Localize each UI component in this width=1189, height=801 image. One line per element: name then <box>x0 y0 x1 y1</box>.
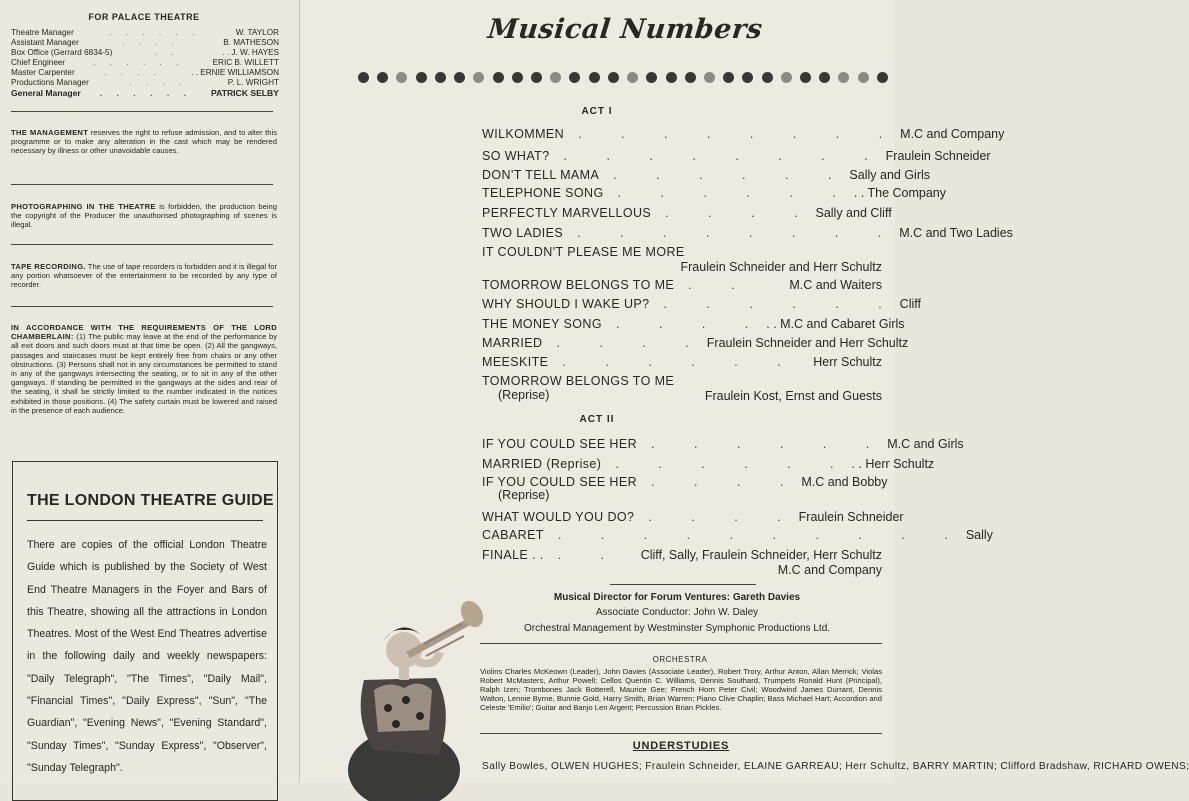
staff-dots: . . <box>154 48 180 57</box>
leader-dots: . . . . . . . . . . <box>557 528 966 542</box>
decorative-dot <box>742 72 753 83</box>
divider <box>610 584 756 585</box>
song-title: TOMORROW BELONGS TO ME <box>482 374 675 388</box>
song-row <box>482 127 1005 141</box>
song-title: IT COULDN'T PLEASE ME MORE <box>482 245 685 259</box>
decorative-dot <box>416 72 427 83</box>
decorative-dot <box>838 72 849 83</box>
song-performer: Fraulein Schneider <box>885 149 991 163</box>
staff-role: Theatre Manager <box>11 28 74 37</box>
song-row <box>482 297 921 311</box>
song-performer: Fraulein Kost, Ernst and Guests <box>704 389 882 403</box>
staff-dots: . . . . . . <box>93 58 185 67</box>
notice-lc-text: (1) The public may leave at the end of the performance by all exit doors and such doors must at that time be open. (2) All the gangways, passages and staircases must be kept entirely free from chairs or any other obstructions. (3) Persons shall not in any circumstances be permitted to stand in any of the gangways intersecting the seating, or to sit in any of the other gangways. If standing be permitted in the gangways at the sides and rear of the seating, it shall be strictly limited to the number indicated in the notices exhibited in those positions. (4) The safety curtain must be lowered and raised in the presence of each audience. <box>11 332 277 415</box>
decorative-dot <box>435 72 446 83</box>
divider <box>480 733 882 734</box>
staff-row <box>11 88 279 98</box>
staff-row <box>11 48 279 58</box>
leader-dots: . . . . . . . . <box>563 149 886 163</box>
song-title: TOMORROW BELONGS TO ME <box>482 278 675 292</box>
leader-dots: . . . . . . <box>615 457 852 471</box>
notice-management-lead: THE MANAGEMENT <box>11 128 89 137</box>
song-title: FINALE . . <box>482 548 544 562</box>
staff-role: Assistant Manager <box>11 38 79 47</box>
staff-role: Chief Engineer <box>11 58 66 67</box>
decorative-dot <box>608 72 619 83</box>
decorative-dot <box>569 72 580 83</box>
staff-name: B. MATHESON <box>223 38 279 47</box>
decorative-dot <box>666 72 677 83</box>
divider <box>480 643 882 644</box>
staff-dots: . . . . <box>103 68 162 77</box>
decorative-dot <box>454 72 465 83</box>
decorative-dot <box>589 72 600 83</box>
song-row <box>482 226 1013 240</box>
song-row <box>482 186 946 200</box>
decorative-dot <box>704 72 715 83</box>
song-performer: Sally and Girls <box>849 168 931 182</box>
leader-dots: . . . . <box>665 206 816 220</box>
song-performer: . . M.C and Cabaret Girls <box>766 317 905 331</box>
leader-dots: . . . . . . <box>651 437 888 451</box>
staff-name: W. TAYLOR <box>235 28 279 37</box>
song-title: SO WHAT? <box>482 149 550 163</box>
song-title: MARRIED <box>482 336 543 350</box>
divider <box>11 244 273 245</box>
staff-name: PATRICK SELBY <box>211 88 279 98</box>
staff-row <box>11 68 279 78</box>
song-performer: . . Herr Schultz <box>851 457 935 471</box>
staff-dots: . . . . <box>129 78 188 87</box>
leader-dots: . . . . <box>651 475 802 489</box>
song-title: TWO LADIES <box>482 226 564 240</box>
notice-photo-lead: PHOTOGRAPHING IN THE THEATRE <box>11 202 156 211</box>
staff-dots: . . . . . . <box>99 88 193 98</box>
song-performer: Fraulein Schneider <box>798 510 904 524</box>
leader-dots: . . . . . . <box>617 186 854 200</box>
act-two-heading: ACT II <box>579 414 615 425</box>
decorative-dot <box>358 72 369 83</box>
song-row <box>482 475 888 489</box>
guide-text: There are copies of the official London Theatre Guide which is published by the Society of West End Theatre Managers in the Foyer and Bars of this Theatre, showing all the attractions in London Theatres. Most of the West End Theatres advertise in the following daily and weekly newspapers: "Daily Telegraph", "The Times", "Daily Mail", "Financial Times", "Daily Express", "Sun", "The Guardian", "Evening News", "Evening Standard", "Sunday Times", "Sunday Express", "Observer", "Sunday Telegraph". <box>27 539 267 774</box>
divider <box>11 111 273 112</box>
notice-photography <box>11 202 277 230</box>
song-row <box>482 437 964 451</box>
emcee-trombone-illustration <box>344 560 484 782</box>
decorative-dot <box>550 72 561 83</box>
staff-row <box>11 38 279 48</box>
leader-dots: . . . . <box>615 317 767 331</box>
song-row <box>482 278 882 292</box>
song-row <box>482 317 905 331</box>
decorative-dot <box>685 72 696 83</box>
song-row <box>482 374 882 388</box>
song-row <box>482 510 904 524</box>
song-performer: Fraulein Schneider and Herr Schultz <box>680 260 882 274</box>
decorative-dot <box>473 72 484 83</box>
song-title: MARRIED (Reprise) <box>482 457 602 471</box>
decorative-dot <box>723 72 734 83</box>
london-theatre-guide-box <box>12 461 278 801</box>
song-row <box>482 548 882 562</box>
staff-name: . . J. W. HAYES <box>222 48 279 57</box>
staff-name: ERIC B. WILLETT <box>212 58 279 67</box>
notice-management <box>11 128 277 156</box>
decorative-dot <box>646 72 657 83</box>
song-title: THE MONEY SONG <box>482 317 602 331</box>
leader-dots: . . . . . . <box>663 297 900 311</box>
song-performer: Cliff <box>899 297 921 311</box>
song-title: IF YOU COULD SEE HER <box>482 475 638 489</box>
staff-role: General Manager <box>11 88 81 98</box>
leader-dots: . . <box>557 548 623 562</box>
song-row <box>482 528 993 542</box>
song-row <box>482 355 882 369</box>
leader-dots: . . . . . . <box>562 355 799 369</box>
orchestra-list: Violins Charles McKeown (Leader), John Davies (Associate Leader), Robert Trory, Arthur Anton, Allan Merrick; Violas Robert McMasters, Arthur Powell; Cellos Quentin C. Williams, Dennis Southard, Trumpets Ronald Hunt (Principal), Ralph Izen; Trombones Jack Botterell, Maurice Gee; French Horn Peter Civil; Woodwind James Durrant, Dennis Walton, Lennie Byrne, Bunnie Gold, Harry Smith, Brian Warren; Piano Clive Chaplin; Bass Michael Hart; Accordion and Celeste 'Emilio'; Guitar and Banjo Len Argent; Percussion Brian Pickles. <box>480 667 882 713</box>
song-performer: Sally <box>965 528 993 542</box>
staff-row <box>11 58 279 68</box>
staff-name: P. L. WRIGHT <box>227 78 279 87</box>
guide-title: THE LONDON THEATRE GUIDE <box>27 492 274 509</box>
decorative-dot <box>493 72 504 83</box>
song-performer: . . The Company <box>853 186 946 200</box>
staff-dots: . . . . . . <box>109 28 201 37</box>
associate-conductor: Associate Conductor: John W. Daley <box>595 607 759 618</box>
song-performer: M.C and Waiters <box>789 278 882 292</box>
song-performer: M.C and Two Ladies <box>899 226 1013 240</box>
song-title: IF YOU COULD SEE HER <box>482 437 638 451</box>
notice-tape-lead: TAPE RECORDING. <box>11 262 86 271</box>
understudies-text: Sally Bowles, OLWEN HUGHES; Fraulein Schneider, ELAINE GARREAU; Herr Schultz, BARRY MARTIN; Clifford Bradshaw, RICHARD OWENS; <box>482 761 1189 772</box>
leader-dots: . . <box>688 278 753 292</box>
staff-role: Master Carpenter <box>11 68 75 77</box>
song-title: WHAT WOULD YOU DO? <box>482 510 635 524</box>
orchestra-heading: ORCHESTRA <box>652 655 708 664</box>
right-page <box>300 0 1189 782</box>
decorative-dot <box>396 72 407 83</box>
song-row <box>482 336 909 350</box>
left-page <box>0 0 300 782</box>
notice-lc-lead: IN ACCORDANCE WITH THE REQUIREMENTS OF THE LORD CHAMBERLAIN: <box>11 323 277 342</box>
song-title: WHY SHOULD I WAKE UP? <box>482 297 650 311</box>
leader-dots: . . . . . . . . <box>577 226 900 240</box>
guide-divider <box>27 520 263 521</box>
song-performer: M.C and Bobby <box>801 475 888 489</box>
staff-title: FOR PALACE THEATRE <box>88 12 200 22</box>
decorative-dot <box>377 72 388 83</box>
reprise-label: (Reprise) <box>498 388 550 402</box>
song-row <box>482 457 935 471</box>
decorative-dot <box>858 72 869 83</box>
song-title: WILKOMMEN <box>482 127 565 141</box>
song-title: MEESKITE <box>482 355 549 369</box>
song-row <box>482 245 882 259</box>
divider <box>11 184 273 185</box>
notice-management-text: reserves the right to refuse admission, and to alter this programme or to make any alteration in the cast which may be rendered necessary by illness or other unavoidable causes. <box>11 128 277 156</box>
decorative-dot <box>531 72 542 83</box>
staff-row <box>11 78 279 88</box>
staff-name: . . ERNIE WILLIAMSON <box>191 68 279 77</box>
song-performer: Cliff, Sally, Fraulein Schneider, Herr Schultz <box>640 548 882 562</box>
song-title: CABARET <box>482 528 544 542</box>
notice-tape-recording <box>11 262 277 290</box>
orchestral-management: Orchestral Management by Westminster Symphonic Productions Ltd. <box>523 623 831 634</box>
song-row <box>482 206 892 220</box>
song-performer: Fraulein Schneider and Herr Schultz <box>706 336 909 350</box>
leader-dots: . . . . . . <box>613 168 850 182</box>
decorative-dot <box>762 72 773 83</box>
act-one-heading: ACT I <box>581 106 613 117</box>
decorative-dot <box>819 72 830 83</box>
decorative-dot <box>877 72 888 83</box>
leader-dots: . . . . <box>648 510 799 524</box>
decorative-dot <box>627 72 638 83</box>
notice-tape-text: The use of tape recorders is forbidden and it is illegal for any portion whatsoever of the entertainment to be recorded by any type of recorder. <box>11 262 277 290</box>
decorative-dot <box>781 72 792 83</box>
staff-role: Productions Manager <box>11 78 89 87</box>
leader-dots: . . . . . . . . <box>578 127 901 141</box>
staff-dots: . . . . <box>122 38 180 47</box>
leader-dots: . . . . <box>556 336 707 350</box>
divider <box>11 306 273 307</box>
song-performer: M.C and Company <box>900 127 1005 141</box>
song-performer: Herr Schultz <box>813 355 882 369</box>
song-title: PERFECTLY MARVELLOUS <box>482 206 652 220</box>
dot-strip <box>358 72 888 84</box>
notice-photo-text: is forbidden, the production being the copyright of the Producer the unauthorised photographing of scenes is illegal. <box>11 202 277 230</box>
song-performer: M.C and Girls <box>887 437 964 451</box>
reprise-label: (Reprise) <box>498 488 550 502</box>
decorative-dot <box>512 72 523 83</box>
musical-director: Musical Director for Forum Ventures: Gareth Davies <box>553 592 801 603</box>
staff-list <box>11 28 279 98</box>
decorative-dot <box>800 72 811 83</box>
song-performer: M.C and Company <box>777 563 882 577</box>
song-row <box>482 149 991 163</box>
song-row <box>482 168 931 182</box>
song-title: TELEPHONE SONG <box>482 186 604 200</box>
understudies-heading: UNDERSTUDIES <box>632 740 730 752</box>
song-title: DON'T TELL MAMA <box>482 168 600 182</box>
musical-numbers-title: Musical Numbers <box>486 14 765 45</box>
staff-role: Box Office (Gerrard 6834-5) <box>11 48 113 57</box>
staff-row <box>11 28 279 38</box>
notice-lord-chamberlain <box>11 323 277 415</box>
song-performer: Sally and Cliff <box>815 206 892 220</box>
